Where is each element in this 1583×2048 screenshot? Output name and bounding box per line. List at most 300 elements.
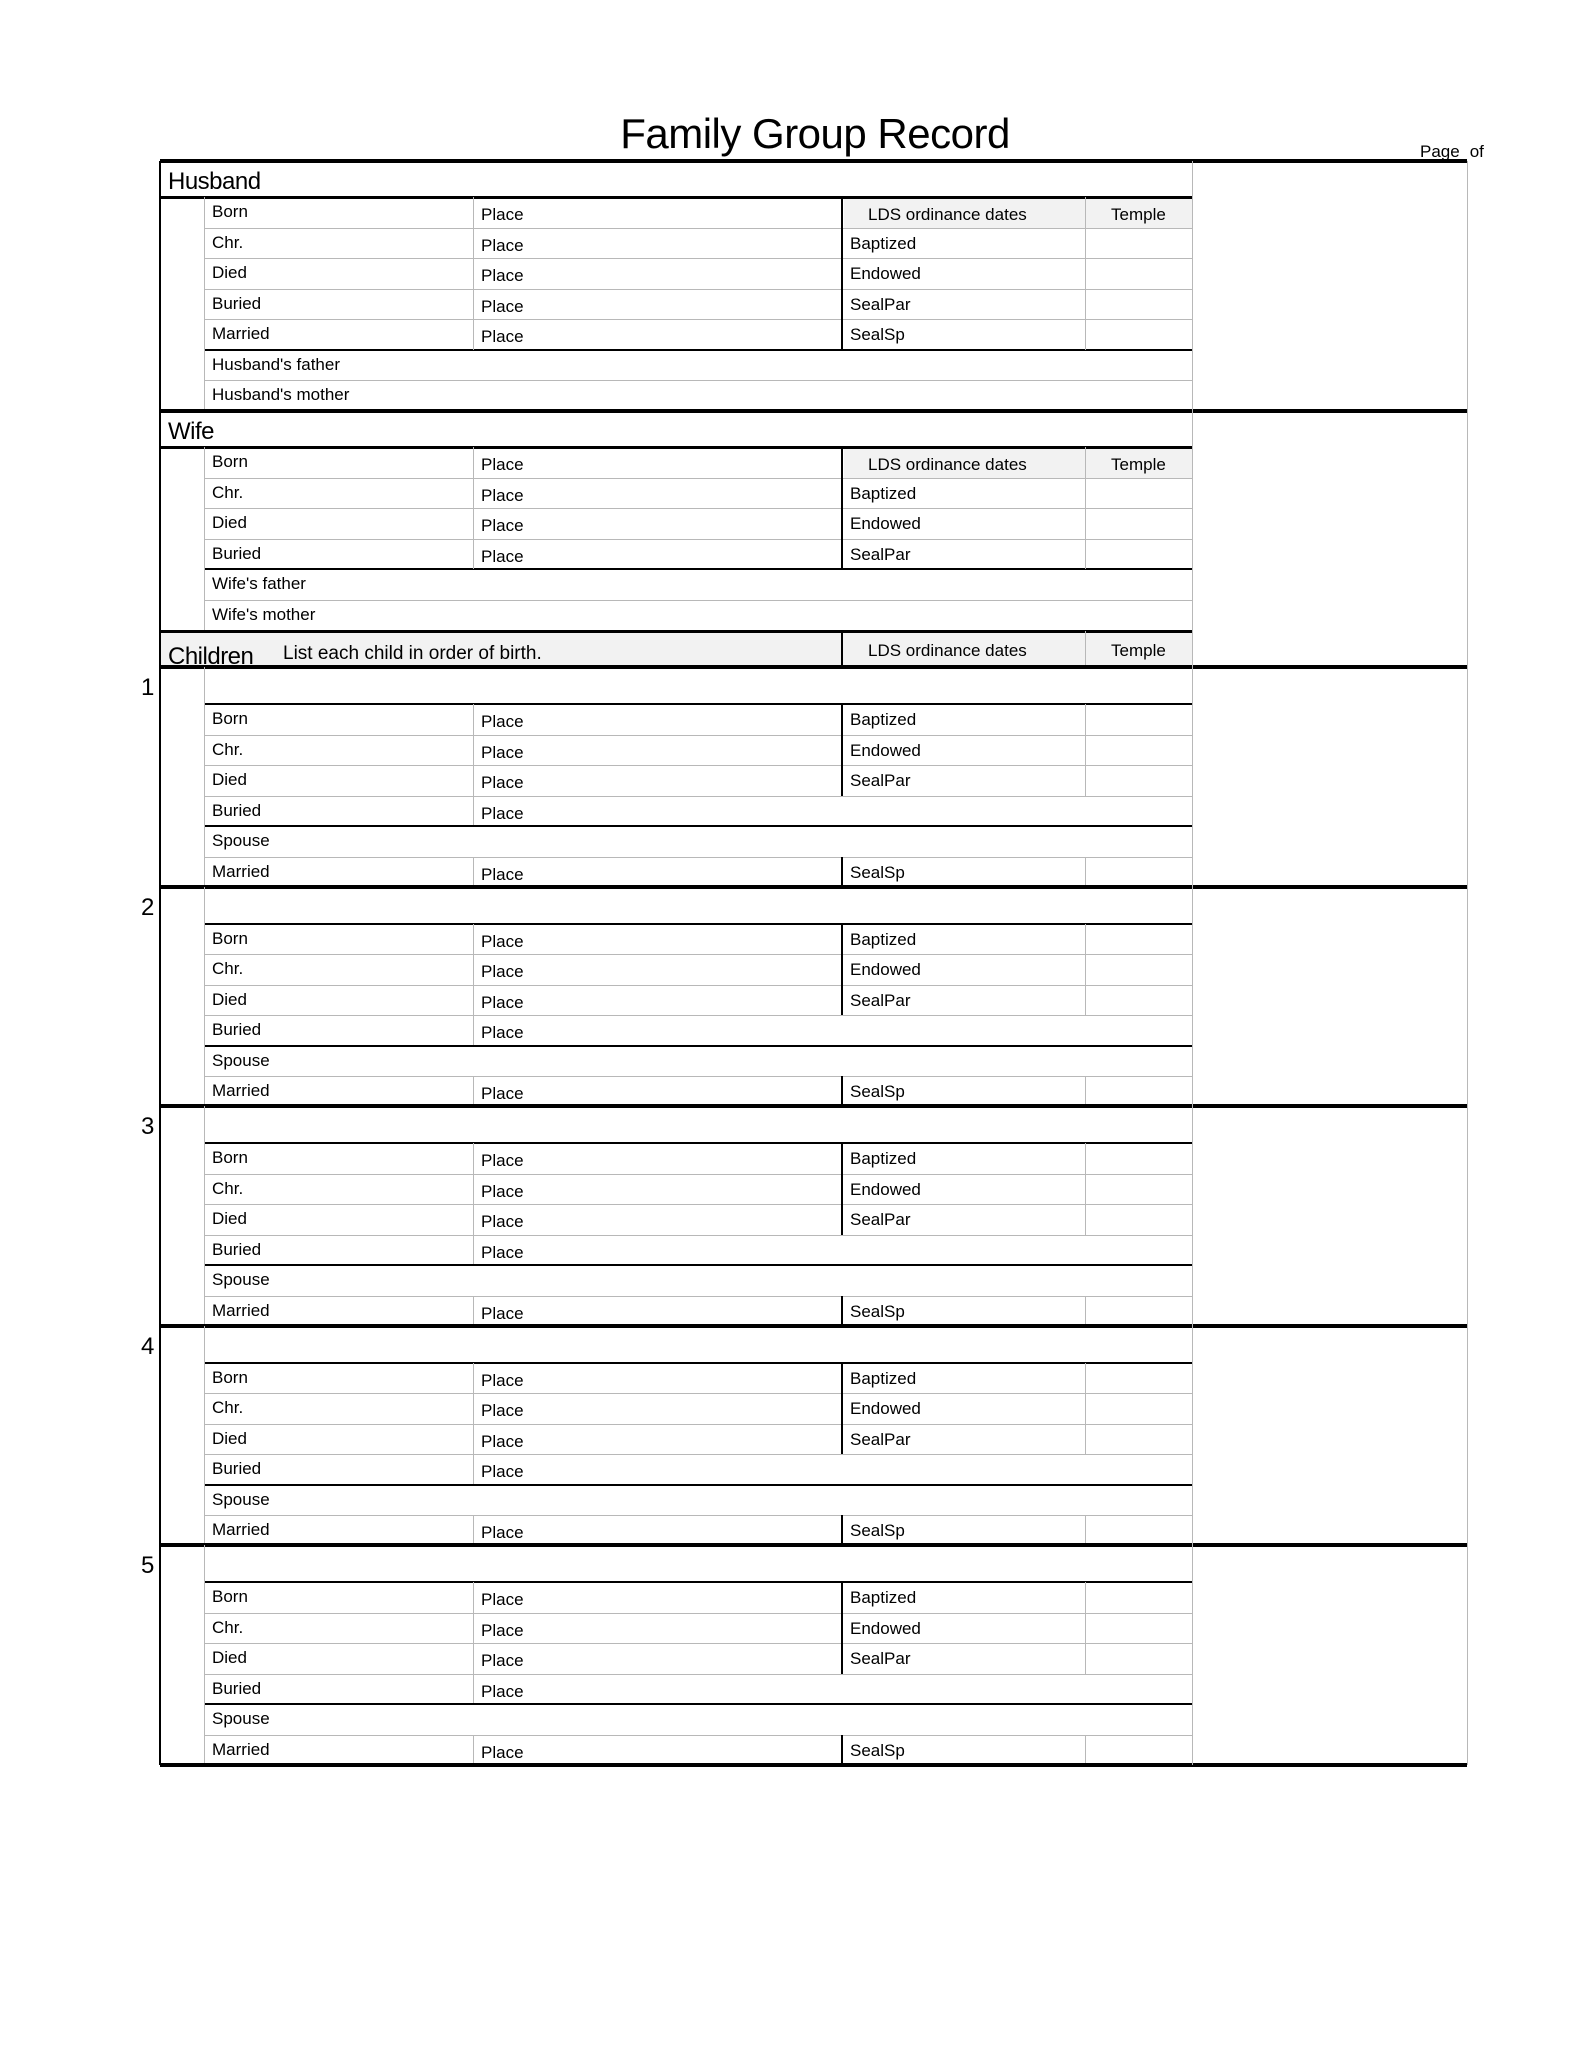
child-1-baptized-temple-field[interactable] [1085,704,1192,735]
column-rule [473,704,474,826]
column-rule [473,197,474,350]
husband-temple-field[interactable] [1085,197,1192,228]
child-3-born-label: Born [212,1148,248,1167]
wife-place-field[interactable] [523,539,842,570]
child-5-endowed-temple-field[interactable] [1085,1613,1192,1644]
page-label: Page [1420,142,1460,161]
child-2-place-label: Place [481,1084,524,1103]
column-rule [1085,704,1086,796]
child-5-baptized-temple-field[interactable] [1085,1582,1192,1613]
row-rule [204,1393,1192,1394]
husband-died-label: Died [212,263,247,282]
husband-temple-field[interactable] [1085,319,1192,350]
child-4-buried-place-field[interactable] [523,1454,1192,1485]
husband-ordinance-label: SealPar [850,294,911,314]
child-3-number: 3 [141,1113,155,1140]
wife-place-field[interactable] [523,508,842,539]
child-4-sealpar-label: SealPar [850,1429,911,1449]
child-3-died-date-field[interactable] [284,1204,473,1235]
child-1-sealsp-temple-field[interactable] [1085,857,1192,888]
child-2-married-place-field[interactable] [523,1076,842,1107]
column-rule [204,197,205,411]
child-1-place-label: Place [481,803,524,823]
column-rule [1085,1515,1086,1546]
column-rule [1085,1735,1086,1766]
child-2-buried-place-field[interactable] [523,1015,1192,1046]
child-4-buried-date-field[interactable] [284,1454,473,1485]
child-1-chr-label: Chr. [212,739,244,759]
husband-date-field[interactable] [284,197,473,228]
husband-ordinance-label: Endowed [850,264,921,283]
child-2-chr-place-field[interactable] [523,954,842,985]
child-2-born-label: Born [212,928,248,948]
child-2-place-label: Place [481,1023,524,1042]
child-2-sealpar-temple-field[interactable] [1085,985,1192,1016]
column-rule [841,197,843,350]
child-5-sealpar-temple-field[interactable] [1085,1643,1192,1674]
child-5-baptized-label: Baptized [850,1588,917,1607]
child-1-married-date-field[interactable] [284,857,473,888]
wife-place-label: Place [481,516,524,535]
column-rule [473,857,474,888]
husband-ordinance-label: Baptized [850,233,917,253]
column-rule [841,1076,843,1107]
child-1-married-label: Married [212,861,270,881]
child-4-born-place-field[interactable] [523,1363,842,1394]
child-1-died-date-field[interactable] [284,765,473,796]
wife-heading: Wife [168,418,214,445]
wife-mother-field[interactable] [324,600,1192,631]
column-rule [204,1326,205,1546]
child-2-spouse-label: Spouse [212,1050,270,1070]
child-3-sealpar-label: SealPar [850,1210,911,1229]
child-1-place-label: Place [481,864,524,884]
child-4-chr-date-field[interactable] [284,1393,473,1424]
column-rule [1085,857,1086,888]
column-rule [473,447,474,569]
wife-date-field[interactable] [284,508,473,539]
row-rule [204,228,1192,229]
child-4-sealpar-temple-field[interactable] [1085,1424,1192,1455]
ordinance-dates-header: LDS ordinance dates [868,641,1027,660]
child-1-died-place-field[interactable] [523,765,842,796]
wife-temple-field[interactable] [1085,447,1192,478]
child-1-place-label: Place [481,742,524,762]
wife-ordinance-label: Baptized [850,483,917,503]
row-rule [204,1235,1192,1236]
child-4-baptized-temple-field[interactable] [1085,1363,1192,1394]
child-2-married-label: Married [212,1081,270,1100]
wife-date-field[interactable] [284,539,473,570]
child-4-died-place-field[interactable] [523,1424,842,1455]
column-rule [473,1296,474,1327]
child-1-sealpar-label: SealPar [850,771,911,790]
child-2-chr-label: Chr. [212,959,244,978]
child-5-place-label: Place [481,1681,524,1701]
child-2-number: 2 [141,893,155,921]
wife-top-rule [160,409,1467,413]
row-rule [204,508,1192,509]
child-4-place-label: Place [481,1401,524,1420]
child-3-born-place-field[interactable] [523,1143,842,1174]
child-2-spouse-field[interactable] [284,1046,1192,1077]
child-2-baptized-label: Baptized [850,929,917,949]
child-2-died-label: Died [212,989,247,1009]
husband-place-field[interactable] [523,258,842,289]
child-4-place-label: Place [481,1370,524,1390]
child-1-place-label: Place [481,773,524,792]
temple-header: Temple [1111,455,1166,474]
child-1-born-place-field[interactable] [523,704,842,735]
husband-place-field[interactable] [523,197,842,228]
child-5-born-date-field[interactable] [284,1582,473,1613]
wife-date-field[interactable] [284,478,473,509]
child-2-died-date-field[interactable] [284,985,473,1016]
child-4-chr-label: Chr. [212,1398,244,1417]
child-3-endowed-temple-field[interactable] [1085,1174,1192,1205]
column-rule [1085,1582,1086,1674]
child-3-sealpar-temple-field[interactable] [1085,1204,1192,1235]
child-4-place-label: Place [481,1431,524,1451]
child-4-married-label: Married [212,1520,270,1539]
child-2-buried-label: Buried [212,1020,262,1039]
column-rule [1085,1296,1086,1327]
child-5-buried-place-field[interactable] [523,1674,1192,1705]
child-3-died-place-field[interactable] [523,1204,842,1235]
husband-chr-label: Chr. [212,232,244,252]
column-rule [841,631,843,667]
child-4-place-label: Place [481,1462,524,1481]
wife-place-label: Place [481,546,524,566]
child-4-died-date-field[interactable] [284,1424,473,1455]
child-5-place-label: Place [481,1742,524,1762]
row-rule [204,1643,1192,1644]
child-3-married-date-field[interactable] [284,1296,473,1327]
column-rule [204,667,205,887]
column-rule [473,1363,474,1485]
children-heading: Children [168,643,254,670]
child-4-buried-label: Buried [212,1459,262,1478]
child-2-died-place-field[interactable] [523,985,842,1016]
wife-father-label: Wife's father [212,574,306,593]
child-2-buried-date-field[interactable] [284,1015,473,1046]
child-3-spouse-label: Spouse [212,1270,270,1289]
child-3-spouse-field[interactable] [284,1265,1192,1296]
wife-date-field[interactable] [284,447,473,478]
husband-born-label: Born [212,202,248,221]
husband-mother-label: Husband's mother [212,385,350,404]
child-1-born-label: Born [212,709,248,728]
child-3-sealsp-label: SealSp [850,1301,905,1321]
child-3-baptized-temple-field[interactable] [1085,1143,1192,1174]
row-rule [204,258,1192,259]
child-4-endowed-label: Endowed [850,1399,921,1418]
husband-date-field[interactable] [284,289,473,320]
child-5-place-label: Place [481,1651,524,1670]
child-5-buried-date-field[interactable] [284,1674,473,1705]
child-1-sealsp-label: SealSp [850,862,905,882]
husband-ordinance-label: SealSp [850,325,905,344]
row-rule [204,1674,1192,1675]
child-5-died-date-field[interactable] [284,1643,473,1674]
ordinance-dates-header: LDS ordinance dates [868,205,1027,224]
husband-place-label: Place [481,235,524,255]
row-rule [204,1174,1192,1175]
column-rule [841,924,843,1016]
row-rule [204,1015,1192,1016]
child-3-name-field[interactable] [204,1108,1192,1142]
child-2-name-field[interactable] [204,889,1192,923]
wife-chr-label: Chr. [212,482,244,502]
bottom-rule [160,1763,1467,1767]
husband-temple-field[interactable] [1085,289,1192,320]
child-3-place-label: Place [481,1242,524,1262]
child-2-chr-date-field[interactable] [284,954,473,985]
child-1-chr-place-field[interactable] [523,735,842,766]
husband-place-field[interactable] [523,319,842,350]
child-4-sealsp-temple-field[interactable] [1085,1515,1192,1546]
child-1-chr-date-field[interactable] [284,735,473,766]
wife-place-label: Place [481,455,524,474]
child-1-died-label: Died [212,770,247,789]
column-rule [204,887,205,1107]
column-rule [473,924,474,1046]
wife-ordinance-label: Endowed [850,514,921,533]
husband-married-label: Married [212,324,270,343]
row-rule [204,1454,1192,1455]
column-rule [473,1735,474,1766]
column-rule [204,1545,205,1765]
child-1-sealpar-temple-field[interactable] [1085,765,1192,796]
wife-place-field[interactable] [523,478,842,509]
row-rule [204,1613,1192,1614]
child-5-died-place-field[interactable] [523,1643,842,1674]
child-5-married-date-field[interactable] [284,1735,473,1766]
column-rule [204,1106,205,1326]
child-5-chr-date-field[interactable] [284,1613,473,1644]
child-4-spouse-field[interactable] [284,1485,1192,1516]
child-3-place-label: Place [481,1181,524,1201]
ordinance-dates-header: LDS ordinance dates [868,455,1027,474]
row-rule [204,735,1192,736]
column-rule [204,447,205,630]
column-rule [473,1076,474,1107]
child-4-married-date-field[interactable] [284,1515,473,1546]
column-rule [1085,631,1086,667]
child-1-spouse-label: Spouse [212,831,270,850]
child-3-married-label: Married [212,1300,270,1320]
child-1-spouse-field[interactable] [284,826,1192,857]
row-rule [204,954,1192,955]
child-1-baptized-label: Baptized [850,710,917,729]
column-rule [473,1582,474,1704]
child-5-number: 5 [141,1552,155,1579]
child-3-chr-label: Chr. [212,1178,244,1198]
wife-buried-label: Buried [212,543,262,563]
child-3-place-label: Place [481,1303,524,1323]
child-3-born-date-field[interactable] [284,1143,473,1174]
child-3-married-place-field[interactable] [523,1296,842,1327]
wife-ordinance-label: SealPar [850,544,911,564]
child-4-name-field[interactable] [204,1328,1192,1362]
column-rule [841,1515,843,1546]
child-1-place-label: Place [481,712,524,731]
left-border [159,161,161,1765]
column-rule [1085,924,1086,1016]
column-rule [473,1143,474,1265]
husband-place-label: Place [481,266,524,285]
child-2-sealsp-label: SealSp [850,1082,905,1101]
child-2-born-place-field[interactable] [523,924,842,955]
child-5-chr-label: Chr. [212,1617,244,1637]
child-5-married-label: Married [212,1739,270,1759]
child-1-buried-label: Buried [212,800,262,820]
child-3-endowed-label: Endowed [850,1179,921,1199]
husband-place-label: Place [481,205,524,224]
husband-place-label: Place [481,327,524,346]
column-rule [1085,1076,1086,1107]
wife-place-label: Place [481,485,524,505]
child-2-born-date-field[interactable] [284,924,473,955]
row-rule [204,1424,1192,1425]
child-5-chr-place-field[interactable] [523,1613,842,1644]
form-title: Family Group Record [620,110,1010,157]
child-1-endowed-temple-field[interactable] [1085,735,1192,766]
child-3-place-label: Place [481,1212,524,1231]
right-border [1467,161,1468,1765]
column-rule [473,1515,474,1546]
child-2-place-label: Place [481,992,524,1012]
husband-date-field[interactable] [284,228,473,259]
child-5-sealsp-label: SealSp [850,1740,905,1760]
child-4-endowed-temple-field[interactable] [1085,1393,1192,1424]
child-2-place-label: Place [481,931,524,951]
column-rule [841,1582,843,1674]
husband-place-field[interactable] [523,228,842,259]
column-rule [841,1143,843,1235]
wife-father-field[interactable] [324,569,1192,600]
child-5-died-label: Died [212,1648,247,1667]
child-3-chr-place-field[interactable] [523,1174,842,1205]
child-4-married-place-field[interactable] [523,1515,842,1546]
wife-temple-field[interactable] [1085,539,1192,570]
row-rule [204,765,1192,766]
child-3-died-label: Died [212,1209,247,1228]
child-3-baptized-label: Baptized [850,1149,917,1168]
husband-temple-field[interactable] [1085,258,1192,289]
wife-mother-label: Wife's mother [212,604,316,624]
child-3-chr-date-field[interactable] [284,1174,473,1205]
child-5-spouse-field[interactable] [284,1704,1192,1735]
child-1-buried-date-field[interactable] [284,796,473,827]
child-4-sealsp-label: SealSp [850,1521,905,1540]
wife-temple-field[interactable] [1085,508,1192,539]
child-5-sealpar-label: SealPar [850,1649,911,1668]
temple-header: Temple [1111,641,1166,660]
child-2-place-label: Place [481,962,524,981]
husband-father-field[interactable] [344,350,1192,381]
husband-temple-field[interactable] [1085,228,1192,259]
wife-died-label: Died [212,513,247,532]
column-rule [841,1735,843,1766]
child-5-born-label: Born [212,1587,248,1606]
column-rule [1085,1363,1086,1455]
husband-date-field[interactable] [284,258,473,289]
child-4-died-label: Died [212,1428,247,1448]
row-rule [204,539,1192,540]
child-5-endowed-label: Endowed [850,1618,921,1638]
child-5-name-field[interactable] [204,1547,1192,1581]
child-1-buried-place-field[interactable] [523,796,1192,827]
child-5-sealsp-temple-field[interactable] [1085,1735,1192,1766]
husband-place-field[interactable] [523,289,842,320]
child-4-number: 4 [141,1332,155,1360]
child-4-born-label: Born [212,1367,248,1387]
child-3-sealsp-temple-field[interactable] [1085,1296,1192,1327]
child-5-married-place-field[interactable] [523,1735,842,1766]
column-rule [1085,197,1086,350]
child-3-buried-date-field[interactable] [284,1235,473,1266]
husband-father-label: Husband's father [212,354,340,374]
child-3-place-label: Place [481,1151,524,1170]
children-instruction: List each child in order of birth. [283,643,542,664]
child-4-baptized-label: Baptized [850,1368,917,1388]
husband-date-field[interactable] [284,319,473,350]
row-rule [204,289,1192,290]
child-5-spouse-label: Spouse [212,1709,270,1728]
child-4-place-label: Place [481,1523,524,1542]
child-2-sealpar-label: SealPar [850,990,911,1010]
child-2-baptized-temple-field[interactable] [1085,924,1192,955]
husband-heading: Husband [168,168,261,195]
child-4-chr-place-field[interactable] [523,1393,842,1424]
row-rule [204,319,1192,320]
child-5-buried-label: Buried [212,1678,262,1698]
column-rule [841,857,843,888]
column-rule [841,704,843,796]
child-2-endowed-temple-field[interactable] [1085,954,1192,985]
child-1-born-date-field[interactable] [284,704,473,735]
child-5-born-place-field[interactable] [523,1582,842,1613]
child-1-endowed-label: Endowed [850,740,921,760]
column-rule [841,1296,843,1327]
row-rule [204,985,1192,986]
child-1-married-place-field[interactable] [523,857,842,888]
top-rule [160,159,1467,163]
column-rule [1085,447,1086,569]
child-4-born-date-field[interactable] [284,1363,473,1394]
husband-place-label: Place [481,296,524,316]
child-2-married-date-field[interactable] [284,1076,473,1107]
husband-mother-field[interactable] [354,380,1192,411]
child-5-place-label: Place [481,1590,524,1609]
wife-temple-field[interactable] [1085,478,1192,509]
child-3-buried-place-field[interactable] [523,1235,1192,1266]
wife-place-field[interactable] [523,447,842,478]
column-rule [1085,1143,1086,1235]
row-rule [204,1204,1192,1205]
notes-column-rule [1192,161,1193,1765]
row-rule [204,478,1192,479]
child-1-name-field[interactable] [204,669,1192,703]
child-2-endowed-label: Endowed [850,960,921,979]
row-rule [204,796,1192,797]
column-rule [841,1363,843,1455]
child-3-buried-label: Buried [212,1239,262,1259]
child-2-sealsp-temple-field[interactable] [1085,1076,1192,1107]
child-5-place-label: Place [481,1620,524,1640]
of-label: of [1469,142,1484,161]
